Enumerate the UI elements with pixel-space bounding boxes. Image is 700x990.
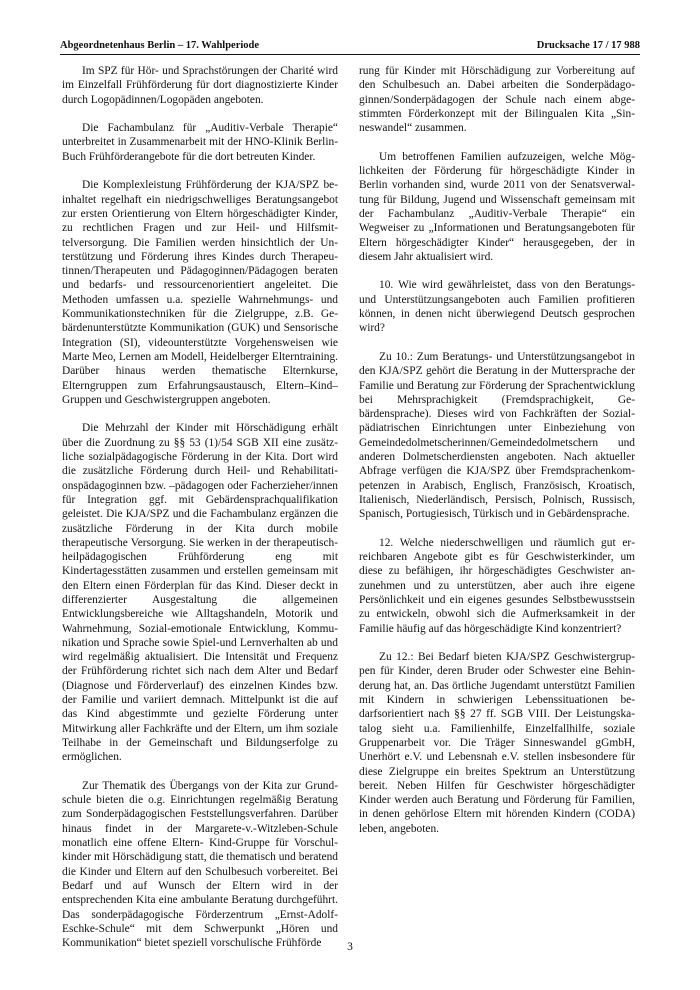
paragraph-kita-foerderung: Die Mehrzahl der Kinder mit Hörschädigung erhält über die Zuordnung zu §§ 53 (1)/54 SGB XII eine zusätzliche sozialpädagogische Förderung in der Kita. Dort wird die zusätzliche Förderung durch Heil- und Rehabilitationspädagoginnen bzw. –pädagogen oder Facherzieher/innen für Integration ggf. mit Gebärdensprachqualifikation geleistet. Die KJA/SPZ und die Fachambulanz ergänzen die zusätzliche Förderung in der Kita durch mobile therapeutische Versorgung. Sie werken in der therapeutisch-heilpädagogischen Frühförderung eng mit Kindertagesstätten zusammen und erstellen gemeinsam mit den Eltern einen Förderplan für das Kind. Dieser deckt in differenzierter Ausgestaltung die allgemeinen Entwicklungsbereiche wie Alltagshandeln, Motorik und Wahrnehmung, Sozial-emotionale Entwicklung, Kommunikation und Sprache sowie Spiel-und Lernverhalten ab und wird regelmäßig aktualisiert. Die Intensität und Frequenz der Frühförderung richtet sich nach dem Alter und Bedarf (Diagnose und Förderverlauf) des einzelnen Kindes bzw. der Familie und variiert demnach. Mittelpunkt ist die auf das Kind abgestimmte und gezielte Förderung unter Mitwirkung aller Fachkräfte und der Eltern, um ihm soziale Teilhabe in der Gemeinschaft und Bildungserfolge zu ermöglichen. [62,422,338,764]
answer-10: Zu 10.: Zum Beratungs- und Unterstützungsangebot in den KJA/SPZ gehört die Beratung in der Muttersprache der Familie und Beratung zur Förderung der Sprachentwicklung bei Mehrsprachigkeit (Fremdsprachigkeit, Gebärdensprache). Dieses wird von Fachkräften der Sozialpädiatrischen Einrichtungen unter Einbeziehung von Gemeindedolmetscherinnen/Gemeindedolmetschern und anderen Dolmetscherdiensten angeboten. Nach aktueller Abfrage verfügen die KJA/SPZ über Fremdsprachenkompetenzen in Arabisch, Englisch, Französisch, Kroatisch, Italienisch, Niederländisch, Persisch, Polnisch, Russisch, Spanisch, Portugiesisch, Türkisch und in Gebärdensprache. [359,350,635,521]
right-column [359,64,635,850]
question-12: 12. Welche niederschwelligen und räumlich gut erreichbaren Angebote gibt es für Geschwisterkinder, um diese zu befähigen, ihr hörgeschädigtes Geschwister anzunehmen und zu unterstützen, aber auch ihre eigene Persönlichkeit und ein eigenes gesundes Selbstbewusstsein zu entwickeln, obwohl sich die Aufmerksamkeit in der Familie häufig auf das hörgeschädigte Kind konzentriert? [359,536,635,635]
paragraph-fachambulanz: Die Fachambulanz für „Auditiv-Verbale Therapie“ unterbreitet in Zusammenarbeit mit der HNO-Klinik Berlin-Buch Frühförderangebote für die dort betreuten Kinder. [62,122,338,163]
question-10: 10. Wie wird gewährleistet, dass von den Beratungs- und Unterstützungsangeboten auch Familien profitieren können, in denen nicht überwiegend Deutsch gesprochen wird? [359,279,635,335]
running-header [60,40,640,55]
paragraph-uebergang-grundschule: Zur Thematik des Übergangs von der Kita zur Grundschule bieten die o.g. Einrichtungen regelmäßig Beratung zum Sonderpädagogischen Feststellungsverfahren. Darüber hinaus findet in der Margarete-v.-Witzleben-Schule monatlich eine offene Eltern- Kind-Gruppe für Vorschulkinder mit Hörschädigung statt, die thematisch und beratend die Kinder und Eltern auf den Schulbesuch vorbereitet. Bei Bedarf und auf Wunsch der Eltern wird in der entsprechenden Kita eine ambulante Beratung durchgeführt. Das sonderpädagogische Förderzentrum „Ernst-Adolf-Eschke-Schule“ mit dem Schwerpunkt „Hören und Kommunikation“ bietet speziell vorschulische Frühförde [62,779,338,950]
page-number: 3 [347,941,353,953]
header-document-number: Drucksache 17 / 17 988 [536,40,640,51]
left-column [62,64,338,965]
answer-12: Zu 12.: Bei Bedarf bieten KJA/SPZ Geschwistergruppen für Kinder, deren Bruder oder Schwester eine Behinderung hat, an. Das örtliche Jugendamt unterstützt Familien mit Kindern in schwierigen Lebenssituationen bedarfsorientiert nach §§ 27 ff. SGB VIII. Der Leistungskatalog sieht u.a. Familienhilfe, Einzelfallhilfe, soziale Gruppenarbeit vor. Die Träger Sinneswandel gGmbH, Unerhört e.V. und Lebensnah e.V. stellen insbesondere für diese Zielgruppe ein breites Spektrum an Unterstützung bereit. Neben Hilfen für Geschwister hörgeschädigter Kinder werden auch Beratung und Förderung für Familien, in denen gehörlose Eltern mit hörenden Kindern (CODA) leben, angeboten. [359,651,635,835]
paragraph-wegweiser: Um betroffenen Familien aufzuzeigen, welche Möglichkeiten der Förderung für hörgeschädigte Kinder in Berlin vorhanden sind, wurde 2011 von der Senatsverwaltung für Bildung, Jugend und Wissenschaft gemeinsam mit der Fachambulanz „Auditiv-Verbale Therapie“ ein Wegweiser zu „Informationen und Beratungsangeboten für Eltern hörgeschädigter Kinder“ herausgegeben, der in diesem Jahr aktualisiert wird. [359,150,635,263]
paragraph-komplexleistung: Die Komplexleistung Frühförderung der KJA/SPZ beinhaltet regelhaft ein niedrigschwelliges Beratungsangebot zur ersten Orientierung von Eltern hörgeschädigter Kinder, zu rechtlichen Fragen und zur Heil- und Hilfsmittelversorgung. Die Familien werden hinsichtlich der Unterstützung und Förderung ihres Kindes durch Therapeutinnen/Therapeuten und Pädagoginnen/Pädagogen beraten und bedarfs- und ressourcenorientiert angeleitet. Die Methoden umfassen u.a. spezielle Wahrnehmungs- und Kommunikationstechniken für die Zielgruppe, z.B. Gebärdenunterstützte Kommunikation (GUK) und Sensorische Integration (SI), videounterstützte Vorgehensweisen wie Marte Meo, Lernen am Modell, Heidelberger Elterntraining. Darüber hinaus werden thematische Elternkurse, Elterngruppen zum Erfahrungsaustausch, Eltern–Kind–Gruppen und Geschwistergruppen angeboten. [62,179,338,406]
paragraph-continuation: rung für Kinder mit Hörschädigung zur Vorbereitung auf den Schulbesuch an. Dabei arbeiten die Sonderpädagoginnen/Sonderpädagogen der Schule nach einem abgestimmten Förderkonzept mit der Bilingualen Kita „Sinneswandel“ zusammen. [359,65,635,135]
paragraph-spz-charite: Im SPZ für Hör- und Sprachstörungen der Charité wird im Einzelfall Frühförderung für dort diagnostizierte Kinder durch Logopädinnen/Logopäden angeboten. [62,65,338,106]
header-title: Abgeordnetenhaus Berlin – 17. Wahlperiode [60,40,260,51]
